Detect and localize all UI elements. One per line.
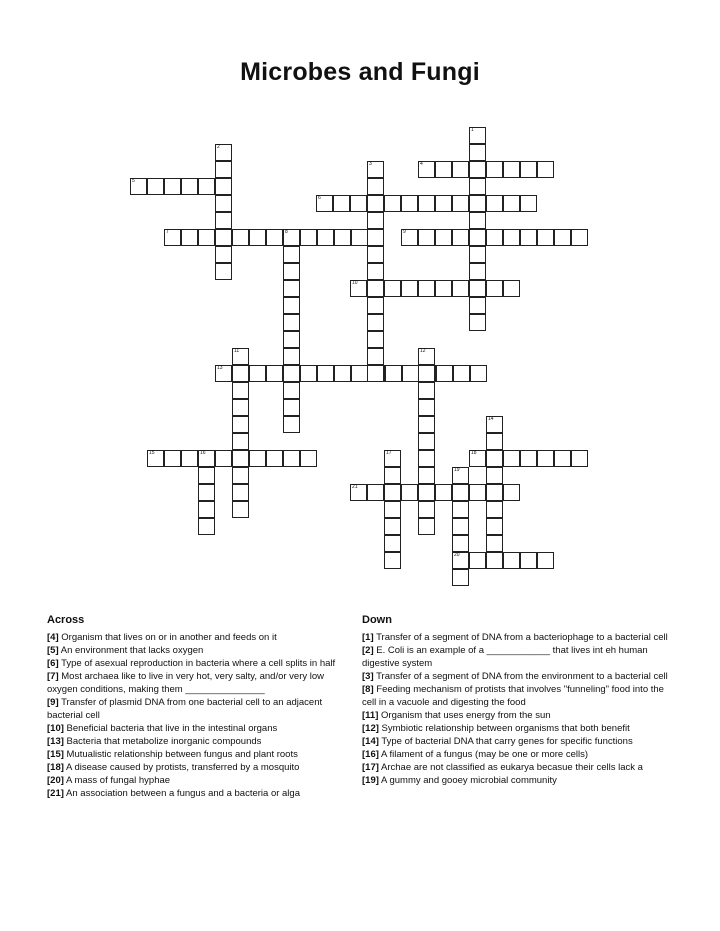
crossword-cell[interactable] — [418, 382, 435, 399]
crossword-cell[interactable] — [367, 246, 384, 263]
crossword-cell[interactable] — [537, 229, 554, 246]
across-heading: Across — [47, 614, 85, 626]
crossword-cell[interactable] — [571, 229, 588, 246]
crossword-cell[interactable] — [367, 161, 384, 178]
crossword-cell[interactable] — [384, 450, 401, 467]
crossword-cell[interactable] — [469, 450, 486, 467]
across-clue — [47, 657, 355, 670]
crossword-cell[interactable] — [384, 280, 401, 297]
clue-text: Archae are not classified as eukarya becasue their cells lack a — [378, 762, 643, 773]
crossword-cell[interactable] — [469, 144, 486, 161]
crossword-cell[interactable] — [181, 450, 198, 467]
page-title: Microbes and Fungi — [240, 58, 480, 86]
crossword-cell[interactable] — [283, 314, 300, 331]
crossword-cell[interactable] — [215, 161, 232, 178]
crossword-cell[interactable] — [367, 331, 384, 348]
crossword-cell[interactable] — [333, 195, 350, 212]
crossword-cell[interactable] — [418, 450, 435, 467]
down-clue — [362, 670, 668, 683]
crossword-cell[interactable] — [367, 280, 384, 297]
clue-text: A mass of fungal hyphae — [63, 775, 171, 786]
crossword-cell[interactable] — [554, 229, 571, 246]
cell-number: 7 — [166, 229, 169, 235]
clue-text: A disease caused by protists, transferred by a mosquito — [63, 762, 300, 773]
crossword-cell[interactable] — [452, 569, 469, 586]
crossword-cell[interactable] — [164, 450, 181, 467]
crossword-cell[interactable] — [350, 280, 367, 297]
clue-number: [15] — [47, 749, 64, 760]
cell-number: 2 — [217, 144, 220, 150]
crossword-cell[interactable] — [469, 229, 486, 246]
crossword-cell[interactable] — [401, 484, 418, 501]
crossword-cell[interactable] — [283, 399, 300, 416]
cell-number: 14 — [488, 416, 494, 422]
crossword-cell[interactable] — [384, 552, 401, 569]
clue-text: Type of bacterial DNA that carry genes for specific functions — [378, 736, 633, 747]
crossword-cell[interactable] — [215, 450, 232, 467]
crossword-cell[interactable] — [367, 484, 384, 501]
crossword-cell[interactable] — [418, 433, 435, 450]
crossword-cell[interactable] — [232, 484, 249, 501]
crossword-cell[interactable] — [537, 161, 554, 178]
crossword-cell[interactable] — [130, 178, 147, 195]
clue-text: Mutualistic relationship between fungus and plant roots — [63, 749, 298, 760]
crossword-cell[interactable] — [418, 467, 435, 484]
crossword-cell[interactable] — [266, 229, 283, 246]
down-clue — [362, 722, 668, 735]
crossword-cell[interactable] — [418, 518, 435, 535]
crossword-cell[interactable] — [469, 195, 486, 212]
clue-number: [13] — [47, 736, 64, 747]
crossword-cell[interactable] — [147, 178, 164, 195]
crossword-cell[interactable] — [300, 365, 317, 382]
crossword-cell[interactable] — [181, 178, 198, 195]
crossword-cell[interactable] — [198, 178, 215, 195]
crossword-cell[interactable] — [435, 280, 452, 297]
crossword-cell[interactable] — [452, 535, 469, 552]
clue-text: Transfer of a segment of DNA from a bacteriophage to a bacterial cell — [373, 632, 668, 643]
crossword-cell[interactable] — [486, 450, 503, 467]
crossword-cell[interactable] — [418, 484, 435, 501]
crossword-cell[interactable] — [367, 365, 384, 382]
crossword-cell[interactable] — [283, 263, 300, 280]
crossword-cell[interactable] — [266, 450, 283, 467]
crossword-cell[interactable] — [147, 450, 164, 467]
clue-number: [1] — [362, 632, 374, 643]
crossword-cell[interactable] — [486, 535, 503, 552]
crossword-cell[interactable] — [486, 280, 503, 297]
crossword-cell[interactable] — [300, 450, 317, 467]
crossword-cell[interactable] — [232, 416, 249, 433]
across-clue — [47, 631, 355, 644]
crossword-cell[interactable] — [384, 518, 401, 535]
cell-number: 20 — [454, 552, 460, 558]
cell-number: 10 — [352, 280, 358, 286]
crossword-cell[interactable] — [503, 195, 520, 212]
crossword-cell[interactable] — [367, 178, 384, 195]
crossword-cell[interactable] — [503, 161, 520, 178]
clue-text: Transfer of a segment of DNA from the environment to a bacterial cell — [373, 671, 668, 682]
across-clue — [47, 722, 355, 735]
crossword-cell[interactable] — [249, 450, 266, 467]
crossword-cell[interactable] — [503, 552, 520, 569]
crossword-cell[interactable] — [334, 365, 351, 382]
clue-text: A filament of a fungus (may be one or more cells) — [378, 749, 589, 760]
crossword-cell[interactable] — [537, 450, 554, 467]
crossword-cell[interactable] — [232, 501, 249, 518]
clue-text: Feeding mechanism of protists that involves "funneling" food into the cell in a vacuole and digesting the food — [362, 684, 664, 708]
cell-number: 13 — [217, 365, 223, 371]
crossword-cell[interactable] — [334, 229, 351, 246]
crossword-cell[interactable] — [283, 348, 300, 365]
crossword-cell[interactable] — [486, 416, 503, 433]
crossword-cell[interactable] — [283, 450, 300, 467]
crossword-cell[interactable] — [232, 229, 249, 246]
crossword-cell[interactable] — [452, 518, 469, 535]
cell-number: 21 — [352, 484, 358, 490]
crossword-cell[interactable] — [436, 365, 453, 382]
clue-number: [9] — [47, 697, 59, 708]
crossword-cell[interactable] — [215, 212, 232, 229]
cell-number: 3 — [369, 161, 372, 167]
down-clues — [362, 614, 668, 787]
crossword-cell[interactable] — [418, 229, 435, 246]
crossword-cell[interactable] — [452, 229, 469, 246]
crossword-cell[interactable] — [503, 280, 520, 297]
down-clue — [362, 709, 668, 722]
across-clues — [47, 614, 355, 800]
crossword-cell[interactable] — [469, 127, 486, 144]
crossword-cell[interactable] — [435, 195, 452, 212]
clue-text: Bacteria that metabolize inorganic compounds — [63, 736, 262, 747]
crossword-cell[interactable] — [486, 195, 503, 212]
crossword-cell[interactable] — [215, 178, 232, 195]
crossword-cell[interactable] — [486, 161, 503, 178]
crossword-cell[interactable] — [401, 195, 418, 212]
clue-text: A gummy and gooey microbial community — [378, 775, 557, 786]
crossword-cell[interactable] — [266, 365, 283, 382]
crossword-cell[interactable] — [469, 484, 486, 501]
crossword-cell[interactable] — [503, 229, 520, 246]
crossword-cell[interactable] — [469, 161, 486, 178]
down-clue — [362, 735, 668, 748]
crossword-cell[interactable] — [351, 365, 368, 382]
clue-number: [17] — [362, 762, 379, 773]
crossword-cell[interactable] — [486, 501, 503, 518]
down-clue — [362, 683, 668, 709]
crossword-cell[interactable] — [367, 212, 384, 229]
crossword-cell[interactable] — [300, 229, 317, 246]
crossword-cell[interactable] — [537, 552, 554, 569]
clue-number: [10] — [47, 723, 64, 734]
crossword-cell[interactable] — [452, 280, 469, 297]
crossword-cell[interactable] — [232, 433, 249, 450]
crossword-cell[interactable] — [316, 195, 333, 212]
crossword-cell[interactable] — [418, 195, 435, 212]
crossword-cell[interactable] — [384, 484, 401, 501]
clue-text: Most archaea like to live in very hot, very salty, and/or very low oxygen conditions, making them _______________ — [47, 671, 325, 695]
crossword-cell[interactable] — [367, 348, 384, 365]
crossword-cell[interactable] — [215, 195, 232, 212]
clue-text: An association between a fungus and a bacteria or alga — [63, 788, 300, 799]
crossword-cell[interactable] — [232, 399, 249, 416]
clue-number: [4] — [47, 632, 59, 643]
clue-number: [18] — [47, 762, 64, 773]
crossword-cell[interactable] — [385, 365, 402, 382]
crossword-cell[interactable] — [317, 229, 334, 246]
crossword-cell[interactable] — [384, 501, 401, 518]
crossword-cell[interactable] — [384, 195, 401, 212]
crossword-cell[interactable] — [520, 450, 537, 467]
clue-text: Transfer of plasmid DNA from one bacterial cell to an adjacent bacterial cell — [47, 697, 323, 721]
crossword-cell[interactable] — [283, 416, 300, 433]
down-clue — [362, 631, 668, 644]
crossword-cell[interactable] — [215, 365, 232, 382]
crossword-cell[interactable] — [469, 297, 486, 314]
clue-text: Beneficial bacteria that live in the intestinal organs — [63, 723, 278, 734]
crossword-cell[interactable] — [452, 484, 469, 501]
cell-number: 11 — [234, 348, 240, 354]
crossword-cell[interactable] — [486, 484, 503, 501]
crossword-cell[interactable] — [164, 229, 181, 246]
clue-number: [12] — [362, 723, 379, 734]
crossword-cell[interactable] — [283, 246, 300, 263]
crossword-cell[interactable] — [520, 552, 537, 569]
crossword-cell[interactable] — [215, 229, 232, 246]
crossword-cell[interactable] — [435, 484, 452, 501]
crossword-cell[interactable] — [452, 552, 469, 569]
crossword-cell[interactable] — [232, 365, 249, 382]
crossword-cell[interactable] — [181, 229, 198, 246]
crossword-cell[interactable] — [486, 518, 503, 535]
across-clue-list — [47, 631, 355, 800]
crossword-cell[interactable] — [418, 501, 435, 518]
crossword-cell[interactable] — [351, 229, 368, 246]
crossword-cell[interactable] — [435, 229, 452, 246]
crossword-cell[interactable] — [469, 178, 486, 195]
crossword-cell[interactable] — [503, 450, 520, 467]
clue-text: An environment that lacks oxygen — [58, 645, 204, 656]
cell-number: 5 — [132, 178, 135, 184]
clue-text: Organism that uses energy from the sun — [378, 710, 551, 721]
clue-text: Type of asexual reproduction in bacteria where a cell splits in half — [58, 658, 336, 669]
crossword-cell[interactable] — [452, 501, 469, 518]
crossword-cell[interactable] — [232, 467, 249, 484]
crossword-cell[interactable] — [215, 263, 232, 280]
crossword-cell[interactable] — [232, 382, 249, 399]
crossword-cell[interactable] — [283, 229, 300, 246]
cell-number: 15 — [149, 450, 155, 456]
down-clue — [362, 774, 668, 787]
across-clue — [47, 670, 355, 696]
crossword-cell[interactable] — [198, 467, 215, 484]
crossword-cell[interactable] — [350, 195, 367, 212]
crossword-cell[interactable] — [283, 280, 300, 297]
down-heading: Down — [362, 614, 392, 626]
crossword-cell[interactable] — [283, 297, 300, 314]
across-clue — [47, 696, 355, 722]
crossword-cell[interactable] — [198, 484, 215, 501]
clue-number: [14] — [362, 736, 379, 747]
crossword-cell[interactable] — [367, 195, 384, 212]
crossword-cell[interactable] — [215, 144, 232, 161]
clue-number: [2] — [362, 645, 374, 656]
crossword-cell[interactable] — [503, 484, 520, 501]
cell-number: 17 — [386, 450, 392, 456]
crossword-cell[interactable] — [571, 450, 588, 467]
crossword-cell[interactable] — [317, 365, 334, 382]
crossword-cell[interactable] — [469, 314, 486, 331]
crossword-cell[interactable] — [401, 280, 418, 297]
crossword-cell[interactable] — [402, 365, 419, 382]
across-clue — [47, 761, 355, 774]
clue-text: Symbiotic relationship between organisms that both benefit — [378, 723, 630, 734]
clue-number: [5] — [47, 645, 59, 656]
clue-text: Organism that lives on or in another and feeds on it — [58, 632, 277, 643]
cell-number: 6 — [318, 195, 321, 201]
crossword-cell[interactable] — [384, 535, 401, 552]
clue-number: [7] — [47, 671, 59, 682]
crossword-cell[interactable] — [350, 484, 367, 501]
crossword-cell[interactable] — [198, 501, 215, 518]
crossword-cell[interactable] — [418, 416, 435, 433]
crossword-cell[interactable] — [418, 365, 435, 382]
crossword-cell[interactable] — [283, 382, 300, 399]
crossword-cell[interactable] — [283, 331, 300, 348]
crossword-cell[interactable] — [469, 552, 486, 569]
crossword-cell[interactable] — [435, 161, 452, 178]
down-clue — [362, 644, 668, 670]
crossword-cell[interactable] — [249, 229, 266, 246]
cell-number: 1 — [471, 127, 474, 133]
across-clue — [47, 787, 355, 800]
crossword-cell[interactable] — [198, 450, 215, 467]
crossword-cell[interactable] — [470, 365, 487, 382]
crossword-cell[interactable] — [367, 314, 384, 331]
cell-number: 16 — [200, 450, 206, 456]
crossword-cell[interactable] — [469, 263, 486, 280]
down-clue — [362, 761, 668, 774]
crossword-cell[interactable] — [520, 229, 537, 246]
clue-number: [6] — [47, 658, 59, 669]
crossword-cell[interactable] — [418, 280, 435, 297]
crossword-cell[interactable] — [249, 365, 266, 382]
crossword-cell[interactable] — [367, 263, 384, 280]
cell-number: 18 — [471, 450, 477, 456]
cell-number: 19 — [454, 467, 460, 473]
across-clue — [47, 735, 355, 748]
clue-number: [20] — [47, 775, 64, 786]
clue-number: [21] — [47, 788, 64, 799]
crossword-cell[interactable] — [164, 178, 181, 195]
crossword-cell[interactable] — [486, 552, 503, 569]
crossword-cell[interactable] — [418, 348, 435, 365]
crossword-cell[interactable] — [198, 229, 215, 246]
crossword-cell[interactable] — [469, 246, 486, 263]
crossword-cell[interactable] — [367, 297, 384, 314]
across-clue — [47, 774, 355, 787]
crossword-cell[interactable] — [520, 161, 537, 178]
crossword-cell[interactable] — [367, 229, 384, 246]
clue-number: [11] — [362, 710, 379, 721]
crossword-cell[interactable] — [452, 467, 469, 484]
crossword-cell[interactable] — [452, 161, 469, 178]
crossword-cell[interactable] — [232, 450, 249, 467]
crossword-cell[interactable] — [384, 467, 401, 484]
cell-number: 12 — [420, 348, 426, 354]
clue-number: [19] — [362, 775, 379, 786]
down-clue — [362, 748, 668, 761]
crossword-cell[interactable] — [198, 518, 215, 535]
crossword-cell[interactable] — [486, 229, 503, 246]
crossword-cell[interactable] — [554, 450, 571, 467]
clue-text: E. Coli is an example of a ____________ that lives int eh human digestive system — [362, 645, 648, 669]
crossword-cell[interactable] — [469, 280, 486, 297]
crossword-cell[interactable] — [453, 365, 470, 382]
crossword-cell[interactable] — [486, 433, 503, 450]
crossword-cell[interactable] — [486, 467, 503, 484]
cell-number: 8 — [285, 229, 288, 235]
crossword-cell[interactable] — [283, 365, 300, 382]
crossword-cell[interactable] — [469, 212, 486, 229]
crossword-cell[interactable] — [452, 195, 469, 212]
across-clue — [47, 748, 355, 761]
crossword-cell[interactable] — [520, 195, 537, 212]
crossword-cell[interactable] — [418, 399, 435, 416]
crossword-cell[interactable] — [418, 161, 435, 178]
cell-number: 4 — [420, 161, 423, 167]
clue-number: [3] — [362, 671, 374, 682]
crossword-cell[interactable] — [232, 348, 249, 365]
across-clue — [47, 644, 355, 657]
clue-number: [16] — [362, 749, 379, 760]
crossword-cell[interactable] — [401, 229, 418, 246]
cell-number: 9 — [403, 229, 406, 235]
crossword-cell[interactable] — [215, 246, 232, 263]
down-clue-list — [362, 631, 668, 787]
clue-number: [8] — [362, 684, 374, 695]
